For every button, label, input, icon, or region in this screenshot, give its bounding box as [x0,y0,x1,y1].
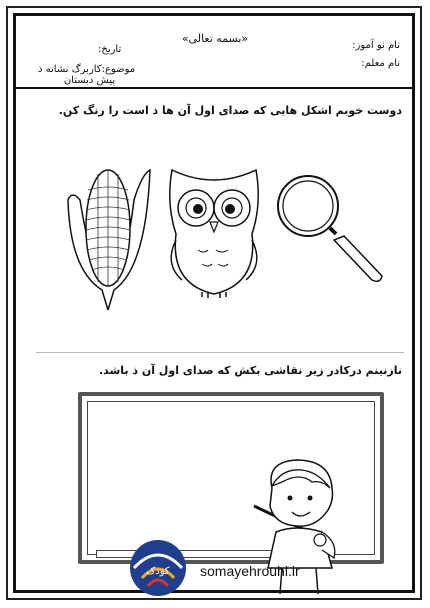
bismillah-heading: «بسمه تعالی» [181,32,249,45]
watermark-logo-text: کودک [146,566,170,577]
teacher-name-label: نام معلم: [361,58,400,69]
topic-line-2: پیش دبستان [63,75,116,86]
task-2-instruction: نازنینم درکادر زیر نقاشی بکش که صدای اول آن ذ باشد. [98,364,402,377]
task-1-instruction: دوست خوبم اشکل هایی که صدای اول آن ها ذ است را رنگ کن. [58,104,402,117]
watermark-logo [128,538,188,598]
topic-label [38,64,135,86]
section-divider [36,352,404,353]
date-label: تاریخ: [98,44,122,55]
corn-icon [62,160,154,312]
header-divider [16,87,414,89]
owl-icon [162,164,266,298]
watermark-site-url[interactable]: somayehrouhi.ir [200,563,300,579]
magnifying-glass-icon [272,170,392,288]
topic-line-1: موضوع:کاربرگ نشانه ذ [38,64,136,75]
student-name-label: نام نو آموز: [352,40,400,51]
